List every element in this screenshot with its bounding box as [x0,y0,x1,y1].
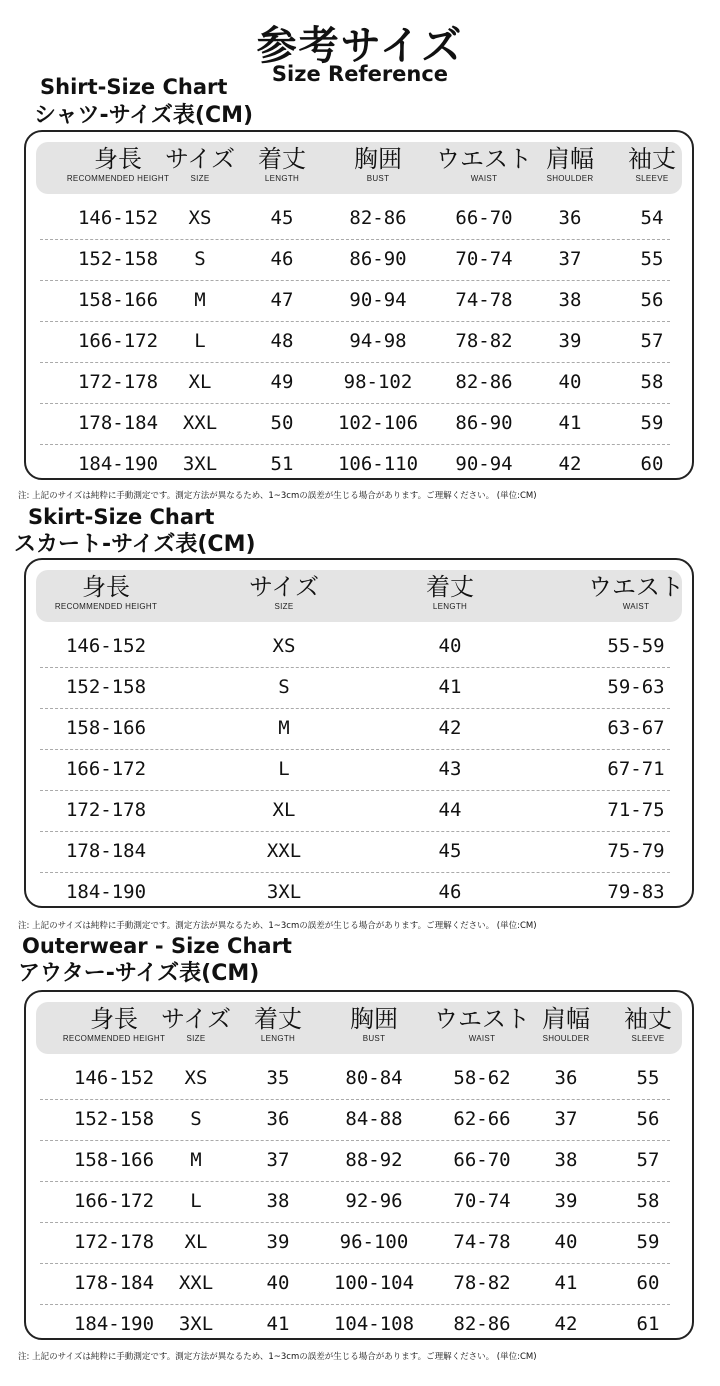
column-header-jp: 着丈 [258,145,306,173]
table-cell: 98-102 [343,371,413,393]
column-header-en: RECOMMENDED HEIGHT [54,602,158,611]
column-header-jp: 肩幅 [542,1005,590,1033]
table-row [40,790,670,832]
column-header-jp: 胸囲 [354,145,402,173]
table-cell: 37 [266,1149,290,1171]
table-cell: 94-98 [349,330,407,352]
column-header [161,1002,231,1043]
table-cell: 158-166 [65,717,147,739]
table-cell: 178-184 [77,412,159,434]
table-cell: M [194,289,206,311]
column-header [350,1002,398,1043]
table-cell: 57 [640,330,664,352]
column-header-jp: サイズ [248,573,320,601]
column-header [249,570,319,611]
outer-note: 注: 上記のサイズは純粋に手動測定です。測定方法が異なるため、1~3cmの誤差が生じる場合があります。ご理解ください。 (単位:CM) [18,1352,537,1362]
column-header-jp: サイズ [164,145,236,173]
table-row [40,444,670,485]
skirt-table-header [36,570,682,622]
column-header-en: WAIST [622,602,650,611]
table-row [40,626,670,668]
table-cell: 102-106 [337,412,419,434]
table-cell: 59-63 [607,676,665,698]
table-cell: 172-178 [77,371,159,393]
column-header [354,142,402,183]
table-row [40,667,670,709]
column-header-en: SHOULDER [546,174,594,183]
table-cell: 90-94 [455,453,513,475]
column-header-jp: 袖丈 [628,145,676,173]
table-cell: 49 [270,371,294,393]
table-cell: 70-74 [455,248,513,270]
table-cell: M [278,717,290,739]
table-cell: 74-78 [455,289,513,311]
table-row [40,1181,670,1223]
column-header-jp: 身長 [81,573,130,601]
table-cell: 90-94 [349,289,407,311]
table-cell: 86-90 [455,412,513,434]
skirt-title-jp: スカート-サイズ表(CM) [14,532,256,557]
table-cell: 62-66 [453,1108,511,1130]
shirt-title-en: Shirt-Size Chart [40,75,228,99]
column-header [63,1002,165,1043]
table-cell: 58 [636,1190,660,1212]
table-cell: 184-190 [73,1313,155,1335]
column-header-en: SHOULDER [542,1034,590,1043]
table-cell: 92-96 [345,1190,403,1212]
table-cell: 63-67 [607,717,665,739]
shirt-size-table [24,130,694,480]
table-cell: 39 [554,1190,578,1212]
column-header-en: SIZE [186,1034,206,1043]
table-cell: 36 [266,1108,290,1130]
table-row [40,872,670,913]
table-cell: 184-190 [77,453,159,475]
table-cell: XL [188,371,212,393]
table-cell: 74-78 [453,1231,511,1253]
table-cell: 172-178 [73,1231,155,1253]
column-header-en: SLEEVE [631,1034,665,1043]
column-header [542,1002,590,1043]
table-cell: 46 [438,881,462,903]
table-cell: 146-152 [77,207,159,229]
column-header [546,142,594,183]
column-header-en: RECOMMENDED HEIGHT [66,174,170,183]
outer-table-header [36,1002,682,1054]
column-header-jp: 胸囲 [350,1005,398,1033]
column-header-en: SIZE [274,602,294,611]
table-cell: 40 [554,1231,578,1253]
shirt-table-header [36,142,682,194]
table-cell: 152-158 [77,248,159,270]
column-header-en: WAIST [468,1034,496,1043]
table-cell: L [278,758,290,780]
column-header [624,1002,672,1043]
table-cell: 152-158 [73,1108,155,1130]
table-row [40,1140,670,1182]
table-cell: 80-84 [345,1067,403,1089]
table-cell: 78-82 [455,330,513,352]
table-cell: 71-75 [607,799,665,821]
skirt-size-table [24,558,694,908]
column-header [434,1002,530,1043]
table-cell: 51 [270,453,294,475]
column-header-jp: 袖丈 [624,1005,672,1033]
column-header [628,142,676,183]
table-row [40,708,670,750]
table-cell: 58 [640,371,664,393]
column-header-en: SIZE [190,174,210,183]
table-cell: 146-152 [65,635,147,657]
table-cell: 41 [558,412,582,434]
table-cell: 55 [636,1067,660,1089]
table-cell: XL [272,799,296,821]
table-cell: 146-152 [73,1067,155,1089]
table-row [40,280,670,322]
table-cell: L [190,1190,202,1212]
column-header [426,570,474,611]
outer-title-en: Outerwear - Size Chart [22,934,292,958]
table-row [40,321,670,363]
table-cell: 59 [636,1231,660,1253]
table-cell: 79-83 [607,881,665,903]
column-header-jp: 肩幅 [546,145,594,173]
table-cell: 100-104 [333,1272,415,1294]
table-cell: XXL [266,840,302,862]
table-cell: M [190,1149,202,1171]
table-cell: 3XL [182,453,218,475]
table-cell: 36 [554,1067,578,1089]
table-cell: 3XL [266,881,302,903]
table-row [40,362,670,404]
table-cell: 59 [640,412,664,434]
table-cell: 55 [640,248,664,270]
table-cell: 75-79 [607,840,665,862]
table-cell: 96-100 [339,1231,409,1253]
table-cell: 42 [438,717,462,739]
table-row [40,403,670,445]
table-cell: XXL [182,412,218,434]
table-cell: 42 [558,453,582,475]
table-cell: 172-178 [65,799,147,821]
table-cell: 57 [636,1149,660,1171]
skirt-note: 注: 上記のサイズは純粋に手動測定です。測定方法が異なるため、1~3cmの誤差が生じる場合があります。ご理解ください。 (単位:CM) [18,921,537,931]
table-cell: 178-184 [65,840,147,862]
table-cell: 61 [636,1313,660,1335]
column-header [254,1002,302,1043]
table-cell: 54 [640,207,664,229]
column-header [436,142,532,183]
table-cell: 35 [266,1067,290,1089]
table-cell: 41 [554,1272,578,1294]
table-cell: 166-172 [65,758,147,780]
table-cell: S [194,248,206,270]
column-header-jp: ウエスト [434,1005,530,1033]
table-row [40,1099,670,1141]
table-cell: 37 [558,248,582,270]
table-cell: 38 [558,289,582,311]
page-subtitle: Size Reference [271,62,449,86]
outer-size-table [24,990,694,1340]
skirt-title-en: Skirt-Size Chart [28,505,215,529]
table-cell: 3XL [178,1313,214,1335]
column-header-en: BUST [366,174,390,183]
table-cell: XXL [178,1272,214,1294]
page-title: 参考サイズ [256,23,464,69]
table-cell: S [278,676,290,698]
column-header-jp: サイズ [160,1005,232,1033]
table-cell: 39 [558,330,582,352]
column-header-en: LENGTH [432,602,468,611]
table-row [40,1058,670,1100]
column-header-jp: ウエスト [436,145,532,173]
table-cell: 38 [554,1149,578,1171]
table-cell: 40 [438,635,462,657]
table-cell: S [190,1108,202,1130]
table-cell: 166-172 [77,330,159,352]
table-cell: 67-71 [607,758,665,780]
table-cell: 88-92 [345,1149,403,1171]
table-cell: 158-166 [73,1149,155,1171]
table-cell: 47 [270,289,294,311]
table-cell: XS [188,207,212,229]
table-cell: 178-184 [73,1272,155,1294]
column-header-en: WAIST [470,174,498,183]
column-header-jp: 着丈 [254,1005,302,1033]
table-cell: 43 [438,758,462,780]
table-cell: 44 [438,799,462,821]
column-header [588,570,684,611]
table-cell: 84-88 [345,1108,403,1130]
column-header-en: SLEEVE [635,174,669,183]
table-cell: XL [184,1231,208,1253]
column-header-jp: 身長 [89,1005,138,1033]
table-cell: 60 [636,1272,660,1294]
table-cell: 45 [438,840,462,862]
table-cell: 58-62 [453,1067,511,1089]
table-cell: 86-90 [349,248,407,270]
table-cell: 46 [270,248,294,270]
shirt-note: 注: 上記のサイズは純粋に手動測定です。測定方法が異なるため、1~3cmの誤差が生じる場合があります。ご理解ください。 (単位:CM) [18,491,537,501]
table-cell: 78-82 [453,1272,511,1294]
table-cell: 60 [640,453,664,475]
column-header [258,142,306,183]
column-header-jp: 着丈 [426,573,474,601]
shirt-title-jp: シャツ-サイズ表(CM) [34,103,254,128]
table-cell: 66-70 [455,207,513,229]
table-cell: 56 [640,289,664,311]
table-cell: 158-166 [77,289,159,311]
table-cell: 40 [558,371,582,393]
column-header [67,142,169,183]
column-header [165,142,235,183]
table-cell: 66-70 [453,1149,511,1171]
column-header-jp: 身長 [93,145,142,173]
column-header-en: BUST [362,1034,386,1043]
table-row [40,239,670,281]
table-cell: 41 [438,676,462,698]
column-header-en: RECOMMENDED HEIGHT [62,1034,166,1043]
table-cell: 56 [636,1108,660,1130]
table-row [40,831,670,873]
column-header-en: LENGTH [264,174,300,183]
table-cell: 70-74 [453,1190,511,1212]
table-cell: 41 [266,1313,290,1335]
table-row [40,198,670,240]
table-cell: 36 [558,207,582,229]
table-cell: 106-110 [337,453,419,475]
table-cell: 39 [266,1231,290,1253]
table-cell: 82-86 [349,207,407,229]
table-cell: XS [272,635,296,657]
table-cell: 50 [270,412,294,434]
column-header-jp: ウエスト [588,573,684,601]
table-row [40,1304,670,1345]
table-cell: 55-59 [607,635,665,657]
table-cell: 166-172 [73,1190,155,1212]
table-cell: 104-108 [333,1313,415,1335]
table-cell: 82-86 [455,371,513,393]
table-cell: XS [184,1067,208,1089]
table-row [40,749,670,791]
table-cell: 42 [554,1313,578,1335]
table-cell: 82-86 [453,1313,511,1335]
table-cell: 184-190 [65,881,147,903]
table-cell: 45 [270,207,294,229]
table-cell: 38 [266,1190,290,1212]
column-header [55,570,157,611]
table-cell: 37 [554,1108,578,1130]
table-cell: 48 [270,330,294,352]
table-row [40,1263,670,1305]
table-cell: 40 [266,1272,290,1294]
table-cell: L [194,330,206,352]
column-header-en: LENGTH [260,1034,296,1043]
table-row [40,1222,670,1264]
table-cell: 152-158 [65,676,147,698]
outer-title-jp: アウター-サイズ表(CM) [18,961,260,986]
